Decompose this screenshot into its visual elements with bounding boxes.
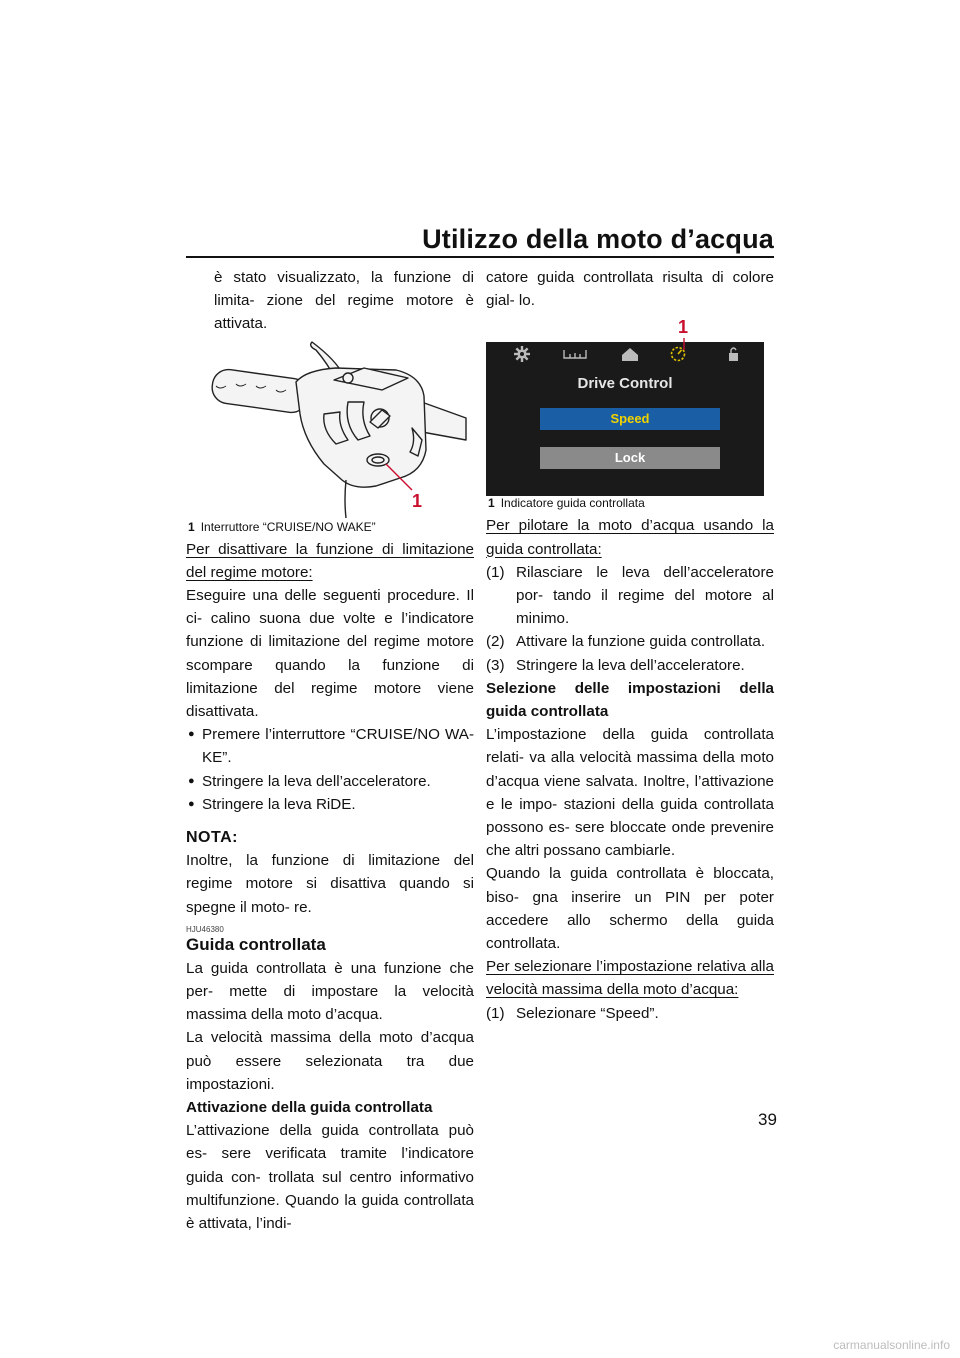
caption-number: 1 (188, 519, 195, 534)
speed-option-button[interactable]: Speed (540, 408, 720, 430)
step-item: (3) Stringere la leva dell’acceleratore. (486, 656, 745, 674)
section-paragraph: La velocità massima della moto d’acqua può essere selezionata tra due impostazioni. (186, 1029, 474, 1093)
header-rule (186, 256, 774, 258)
pilot-heading: Per pilotare la moto d’acqua usando la guida controllata: (486, 517, 774, 558)
step-item: (1) Selezionare “Speed”. (486, 1004, 659, 1022)
callout-leader (486, 316, 774, 356)
select-heading: Per selezionare l’impostazione relativa alla velocità massima della moto d’acqua: (486, 958, 774, 999)
lock-option-button[interactable]: Lock (540, 447, 720, 469)
figure-callout-1: 1 (412, 490, 423, 511)
step-item: (1) Rilasciare le leva dell’acceleratore por- tando il regime del motore al minimo. (486, 563, 774, 628)
right-column (486, 266, 774, 1025)
caption-text: Indicatore guida controllata (500, 496, 645, 511)
page-number: 39 (758, 1110, 777, 1129)
screen-title: Drive Control (577, 375, 673, 393)
watermark: carmanualsonline.info (833, 1338, 950, 1352)
bullet-item: ● Premere l’interruttore “CRUISE/NO WA- KE”. (188, 726, 474, 767)
caption-number: 1 (488, 496, 495, 511)
bullet-item: ● Stringere la leva RiDE. (188, 795, 356, 813)
multifunction-display (486, 342, 764, 496)
figure-caption (486, 496, 774, 510)
handlebar-switch-illustration (186, 340, 474, 520)
section-code: HJU46380 (186, 924, 224, 934)
bullet-item: ● Stringere la leva dell’acceleratore. (188, 772, 431, 790)
section-title: Guida controllata (186, 934, 326, 954)
nota-text: Inoltre, la funzione di limitazione del regime motore si disattiva quando si spegne il moto- re. (186, 852, 474, 916)
settings-paragraph: L’impostazione della guida controllata relati- va alla velocità massima della moto d’acqua viene salvata. Inoltre, l’attivazione e le impo- stazioni della guida controllata possono es- sere bloccate onde prevenire che altri possano cambiarle. (486, 726, 774, 860)
settings-paragraph: Quando la guida controllata è bloccata, biso- gna inserire un PIN per poter accedere allo schermo della guida controllata. (486, 865, 774, 953)
section-paragraph: La guida controllata è una funzione che per- mette di impostare la velocità massima della moto d’acqua. (186, 959, 474, 1024)
activation-text: L’attivazione della guida controllata può es- sere verificata tramite l’indicatore guida con- trollata sul centro informativo multifunzione. Quando la guida controllata è attivata, l’indi- (186, 1122, 474, 1233)
left-column (186, 266, 474, 1235)
disable-heading: Per disattivare la funzione di limitazione del regime motore: (186, 540, 474, 581)
activation-heading: Attivazione della guida controllata (186, 1099, 433, 1117)
display-figure (486, 316, 774, 496)
page-header-title: Utilizzo della moto d’acqua (422, 224, 774, 254)
figure-caption (186, 520, 474, 534)
nota-label: NOTA: (186, 829, 238, 847)
settings-heading: Selezione delle impostazioni della guida controllata (486, 679, 774, 721)
handlebar-figure (186, 340, 474, 520)
step-item: (2) Attivare la funzione guida controllata. (486, 633, 766, 651)
intro-text: catore guida controllata risulta di colore gial- lo. (486, 269, 774, 310)
intro-text: è stato visualizzato, la funzione di limita- zione del regime motore è attivata. (214, 269, 474, 333)
caption-text: Interruttore “CRUISE/NO WAKE” (200, 519, 376, 534)
figure-callout-1: 1 (678, 317, 689, 338)
disable-text: Eseguire una delle seguenti procedure. Il ci- calino suona due volte e l’indicatore funzione di limitazione del regime motore scompare quando la funzione di limitazione del regime motore viene disattivata. (186, 587, 474, 721)
